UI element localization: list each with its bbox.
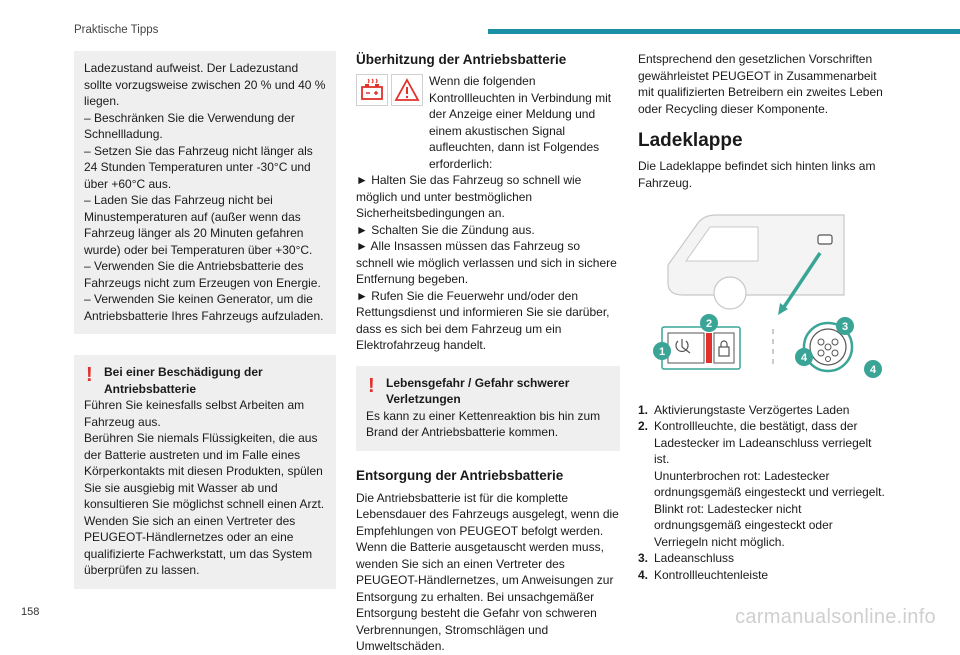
- warning-line: Berühren Sie niemals Flüssigkeiten, die aus der Batterie austreten und im Falle eines Körperkontakts mit diesen Produkten, spülen Sie sie ausgiebig mit Wasser ab und konsultieren Sie möglichst schnell einen Arzt.: [84, 431, 325, 511]
- list-subtext: Blinkt rot: Ladestecker nicht ordnungsgemäß eingesteckt oder Verriegeln nicht möglich.: [654, 501, 833, 549]
- tip-line: Ladezustand aufweist. Der Ladezustand sollte vorzugsweise zwischen 20 % und 40 % liegen.: [84, 61, 326, 108]
- warning-line: Führen Sie keinesfalls selbst Arbeiten am Fahrzeug aus.: [84, 398, 305, 429]
- watermark: carmanualsonline.info: [735, 606, 936, 628]
- disposal-para: Wenn die Batterie ausgetauscht werden muss, wenden Sie sich an einen Vertreter des PEUGEOT-Händlernetzes, um Anweisungen zur Entsorgung zu erhalten. Bei unsachgemäßer Entsorgung besteht die Gefahr von schweren Verbrennungen, Stromschlägen und Umweltschäden.: [356, 540, 614, 653]
- overheating-intro: Wenn die folgenden Kontrollleuchten in Verbindung mit der Anzeige einer Meldung und einem akustischen Signal aufleuchten, dann ist Folgendes erforderlich:: [429, 74, 612, 171]
- callout-3: [836, 317, 854, 335]
- list-item: [638, 567, 886, 584]
- disposal-para: Die Antriebsbatterie ist für die komplette Lebensdauer des Fahrzeugs ausgelegt, wenn die Empfehlungen von PEUGEOT befolgt werden.: [356, 490, 619, 538]
- callout-2: [700, 314, 718, 332]
- callout-label: 2: [705, 318, 713, 330]
- warning-triangle-icon: [391, 74, 423, 106]
- callout-label: 1: [658, 346, 666, 358]
- list-number: 1.: [638, 402, 649, 417]
- column-middle: [356, 51, 620, 655]
- list-item: [638, 550, 886, 567]
- list-item: [638, 418, 886, 550]
- step-item: ► Alle Insassen müssen das Fahrzeug so schnell wie möglich verlassen und sich in sichere Entfernung begeben.: [356, 239, 617, 286]
- tip-line: – Verwenden Sie keinen Generator, um die Antriebsbatterie Ihres Fahrzeugs aufzuladen.: [84, 292, 324, 323]
- recycling-para: Entsprechend den gesetzlichen Vorschriften gewährleistet PEUGEOT in Zusammenarbeit mit qualifizierten Betreibern ein zweites Leben oder Recycling dieser Komponente.: [638, 52, 883, 116]
- tip-line: – Verwenden Sie die Antriebsbatterie des Fahrzeugs nicht zum Erzeugen von Energie.: [84, 259, 321, 290]
- warning-line: Wenden Sie sich an einen Vertreter des PEUGEOT-Händlernetzes oder an eine qualifizierte Fachwerkstatt, um das System überprüfen zu lassen.: [84, 513, 313, 577]
- battery-damage-warning: [74, 355, 336, 589]
- warning-text: Es kann zu einer Kettenreaktion bis hin zum Brand der Antriebsbatterie kommen.: [366, 408, 601, 439]
- warning-title: Bei einer Beschädigung der Antriebsbatterie: [104, 365, 263, 396]
- section-heading-overheating: Überhitzung der Antriebsbatterie: [356, 52, 567, 67]
- page-number: 158: [21, 606, 40, 618]
- warning-lights: [356, 74, 423, 106]
- list-subtext: Ununterbrochen rot: Ladestecker ordnungsgemäß eingesteckt und verriegelt.: [654, 468, 885, 499]
- header-accent-bar: [488, 29, 960, 34]
- callout-label: 3: [841, 321, 849, 333]
- page-header-title: Praktische Tipps: [74, 24, 159, 36]
- legend-list: [638, 402, 886, 584]
- list-text: Kontrollleuchte, die bestätigt, dass der Ladestecker im Ladeanschluss verriegelt ist.: [654, 419, 872, 466]
- exclamation-icon: !: [368, 374, 375, 397]
- exclamation-icon: !: [86, 364, 93, 386]
- danger-warning: [356, 366, 620, 451]
- car-rear-illustration: [668, 215, 844, 315]
- warning-lights-intro: [356, 74, 620, 172]
- column-left: [74, 51, 336, 589]
- list-number: 4.: [638, 567, 649, 582]
- list-text: Kontrollleuchtenleiste: [654, 567, 769, 582]
- callout-label: 4: [869, 364, 877, 376]
- battery-tips-box: [74, 51, 336, 334]
- list-text: Aktivierungstaste Verzögertes Laden: [654, 402, 850, 417]
- tip-line: – Beschränken Sie die Verwendung der Schnellladung.: [84, 110, 295, 141]
- column-right: [638, 51, 886, 583]
- step-item: ► Rufen Sie die Feuerwehr und/oder den Rettungsdienst und informieren Sie sie darüber, dass es sich bei dem Fahrzeug um ein Elektrofahrzeug handelt.: [356, 288, 610, 352]
- step-item: ► Halten Sie das Fahrzeug so schnell wie möglich und unter bestmöglichen Sicherheitsbedingungen an.: [356, 173, 582, 220]
- callout-1: [653, 342, 671, 360]
- step-item: ► Schalten Sie die Zündung aus.: [356, 222, 535, 237]
- section-heading-disposal: Entsorgung der Antriebsbatterie: [356, 467, 564, 483]
- tip-line: – Setzen Sie das Fahrzeug nicht länger als 24 Stunden Temperaturen unter -30°C und über +60°C aus.: [84, 143, 313, 191]
- charging-flap-para: Die Ladeklappe befindet sich hinten links am Fahrzeug.: [638, 159, 876, 190]
- callout-label: 4: [800, 352, 808, 364]
- list-number: 3.: [638, 551, 649, 565]
- list-text: Ladeanschluss: [654, 551, 735, 565]
- control-panel: [662, 327, 740, 369]
- warning-title: Lebensgefahr / Gefahr schwerer Verletzungen: [386, 375, 570, 406]
- charging-flap-diagram: [638, 205, 886, 385]
- battery-temperature-icon: [356, 74, 388, 106]
- section-heading-charging-flap: Ladeklappe: [638, 130, 743, 151]
- callout-4-right: [864, 360, 882, 378]
- list-item: [638, 402, 886, 419]
- tip-line: – Laden Sie das Fahrzeug nicht bei Minustemperaturen auf (außer wenn das Fahrzeug länger als 20 Minuten gefahren wurde) oder bei Temperaturen über +30°C.: [84, 193, 313, 257]
- list-number: 2.: [638, 419, 649, 433]
- callout-4-left: [795, 348, 813, 366]
